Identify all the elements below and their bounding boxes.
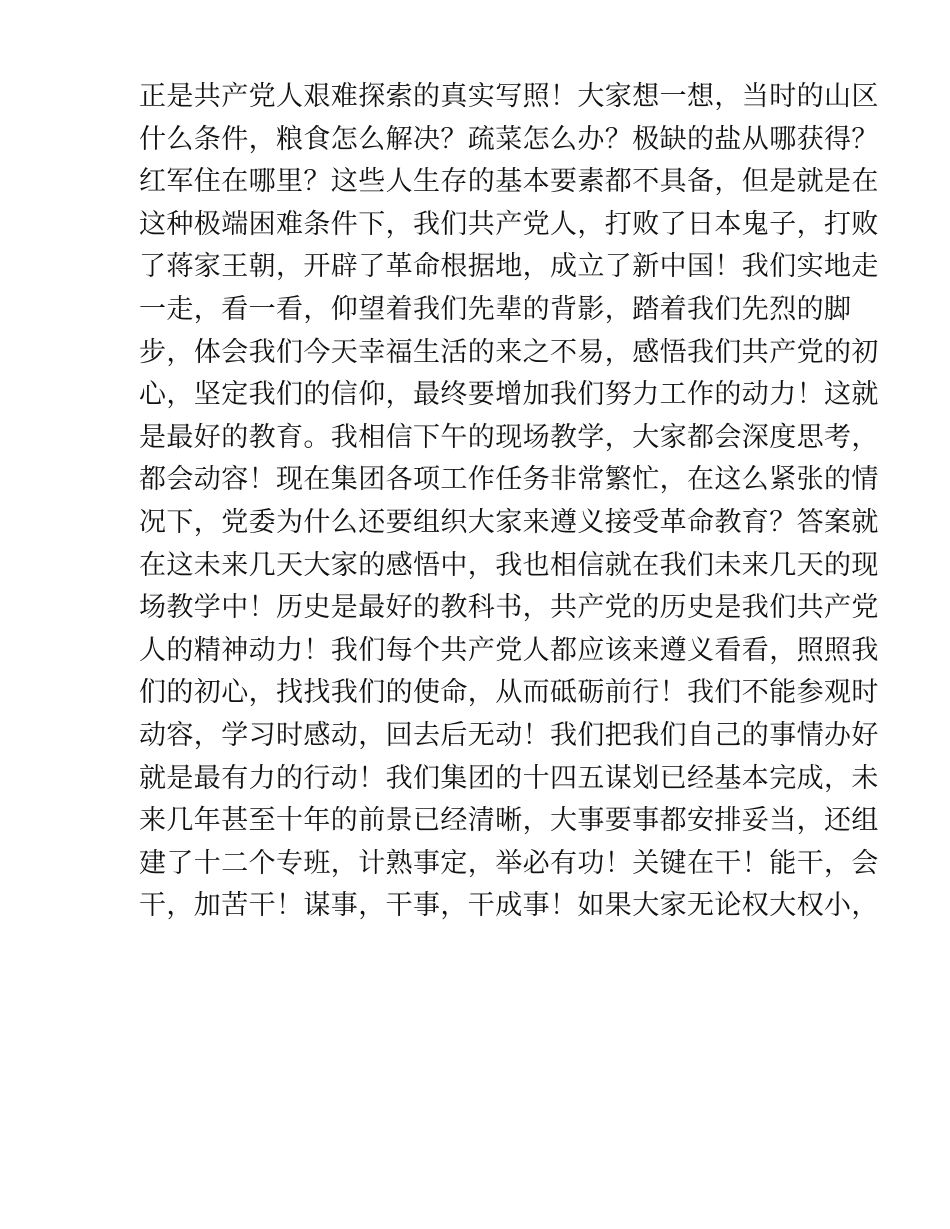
text-line: 人的精神动力！我们每个共产党人都应该来遵义看看，照照我 xyxy=(139,634,879,666)
text-line: 况下，党委为什么还要组织大家来遵义接受革命教育？答案就 xyxy=(139,506,879,538)
body-text xyxy=(139,76,879,928)
text-line: 场教学中！历史是最好的教科书，共产党的历史是我们共产党 xyxy=(139,592,879,624)
text-line: 来几年甚至十年的前景已经清晰，大事要事都安排妥当，还组 xyxy=(139,805,879,837)
text-line: 就是最有力的行动！我们集团的十四五谋划已经基本完成，未 xyxy=(139,762,879,794)
text-line: 是最好的教育。我相信下午的现场教学，大家都会深度思考， xyxy=(139,421,879,453)
text-line: 了蒋家王朝，开辟了革命根据地，成立了新中国！我们实地走 xyxy=(139,251,879,283)
text-line: 动容，学习时感动，回去后无动！我们把我们自己的事情办好 xyxy=(139,719,879,751)
text-line: 什么条件，粮食怎么解决？疏菜怎么办？极缺的盐从哪获得？ xyxy=(139,123,879,155)
text-line: 们的初心，找找我们的使命，从而砥砺前行！我们不能参观时 xyxy=(139,677,879,709)
text-line: 建了十二个专班，计熟事定，举必有功！关键在干！能干，会 xyxy=(139,847,879,879)
text-line: 在这未来几天大家的感悟中，我也相信就在我们未来几天的现 xyxy=(139,549,879,581)
text-line: 这种极端困难条件下，我们共产党人，打败了日本鬼子，打败 xyxy=(139,208,879,240)
text-line: 干，加苦干！谋事，干事，干成事！如果大家无论权大权小， xyxy=(139,890,879,922)
text-line: 都会动容！现在集团各项工作任务非常繁忙，在这么紧张的情 xyxy=(139,464,879,496)
text-line: 一走，看一看，仰望着我们先辈的背影，踏着我们先烈的脚 xyxy=(139,293,852,325)
text-line: 红军住在哪里？这些人生存的基本要素都不具备，但是就是在 xyxy=(139,166,879,198)
text-line: 正是共产党人艰难探索的真实写照！大家想一想，当时的山区 xyxy=(139,81,879,112)
text-line: 心，坚定我们的信仰，最终要增加我们努力工作的动力！这就 xyxy=(139,379,879,411)
text-line: 步，体会我们今天幸福生活的来之不易，感悟我们共产党的初 xyxy=(139,336,879,368)
